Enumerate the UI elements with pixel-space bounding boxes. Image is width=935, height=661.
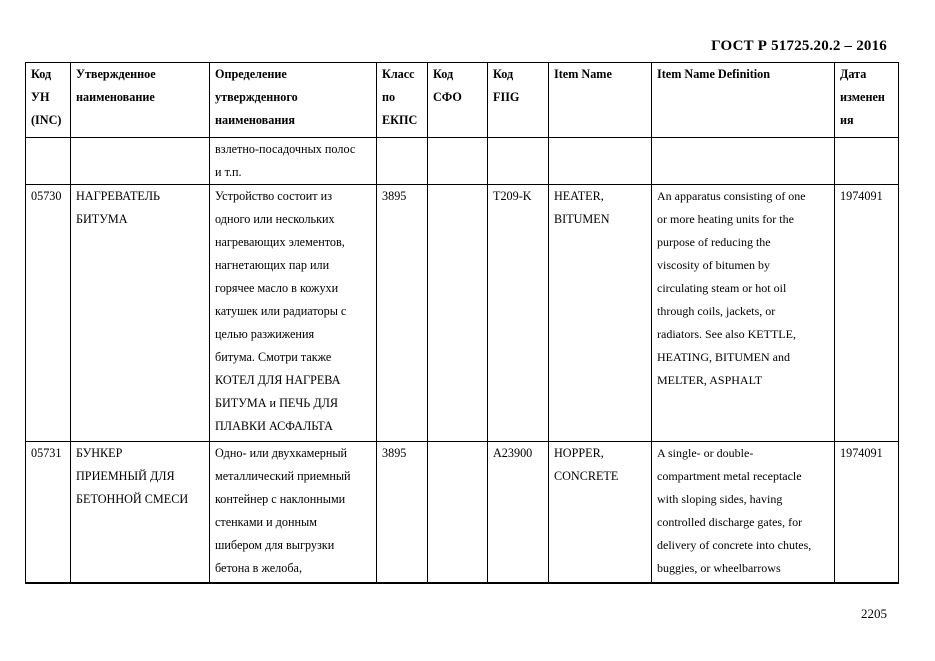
col-header-definition: Определение утвержденного наименования — [210, 63, 377, 138]
standard-title: ГОСТ Р 51725.20.2 – 2016 — [711, 38, 887, 54]
cell-name: НАГРЕВАТЕЛЬ БИТУМА — [71, 185, 210, 442]
col-header-sfo-code: Код СФО — [428, 63, 488, 138]
catalog-table — [25, 62, 899, 584]
cell-sfo — [428, 185, 488, 442]
cell-inc: 05730 — [26, 185, 71, 442]
table-row — [26, 185, 899, 442]
col-header-inc: Код УН (INC) — [26, 63, 71, 138]
cell-ekps: 3895 — [377, 442, 428, 584]
cell-inc: 05731 — [26, 442, 71, 584]
cell-definition: Одно- или двухкамерный металлический приемный контейнер с наклонными стенками и донным шибером для выгрузки бетона в желоба, — [210, 442, 377, 584]
col-header-change-date: Дата изменен ия — [835, 63, 899, 138]
cell-definition: Устройство состоит из одного или нескольких нагревающих элементов, нагнетающих пар или горячее масло в кожухи катушек или радиаторы с целью разжижения битума. Смотри также КОТЕЛ ДЛЯ НАГРЕВА БИТУМА и ПЕЧЬ ДЛЯ ПЛАВКИ АСФАЛЬТА — [210, 185, 377, 442]
col-header-fiig-code: Код FIIG — [488, 63, 549, 138]
table-row-continuation — [26, 138, 899, 185]
cell-date — [835, 138, 899, 185]
cell-item-name: HOPPER, CONCRETE — [549, 442, 652, 584]
cell-date: 1974091 — [835, 442, 899, 584]
cell-fiig: A23900 — [488, 442, 549, 584]
col-header-item-name: Item Name — [549, 63, 652, 138]
cell-item-name — [549, 138, 652, 185]
cell-ekps: 3895 — [377, 185, 428, 442]
col-header-ekps-class: Класс по ЕКПС — [377, 63, 428, 138]
cell-name — [71, 138, 210, 185]
table-row — [26, 442, 899, 584]
cell-fiig — [488, 138, 549, 185]
cell-item-def — [652, 138, 835, 185]
cell-date: 1974091 — [835, 185, 899, 442]
cell-item-name: HEATER, BITUMEN — [549, 185, 652, 442]
page-number: 2205 — [861, 606, 887, 621]
col-header-approved-name: Утвержденное наименование — [71, 63, 210, 138]
cell-item-def: A single- or double- compartment metal receptacle with sloping sides, having controlled discharge gates, for delivery of concrete into chutes, buggies, or wheelbarrows — [652, 442, 835, 584]
cell-item-def: An apparatus consisting of one or more heating units for the purpose of reducing the viscosity of bitumen by circulating steam or hot oil through coils, jackets, or radiators. See also KETTLE, HEATING, BITUMEN and MELTER, ASPHALT — [652, 185, 835, 442]
cell-sfo — [428, 442, 488, 584]
cell-inc — [26, 138, 71, 185]
cell-sfo — [428, 138, 488, 185]
cell-ekps — [377, 138, 428, 185]
cell-definition: взлетно-посадочных полос и т.п. — [210, 138, 377, 185]
cell-name: БУНКЕР ПРИЕМНЫЙ ДЛЯ БЕТОННОЙ СМЕСИ — [71, 442, 210, 584]
table-header-row — [26, 63, 899, 138]
col-header-item-name-definition: Item Name Definition — [652, 63, 835, 138]
cell-fiig: T209-K — [488, 185, 549, 442]
